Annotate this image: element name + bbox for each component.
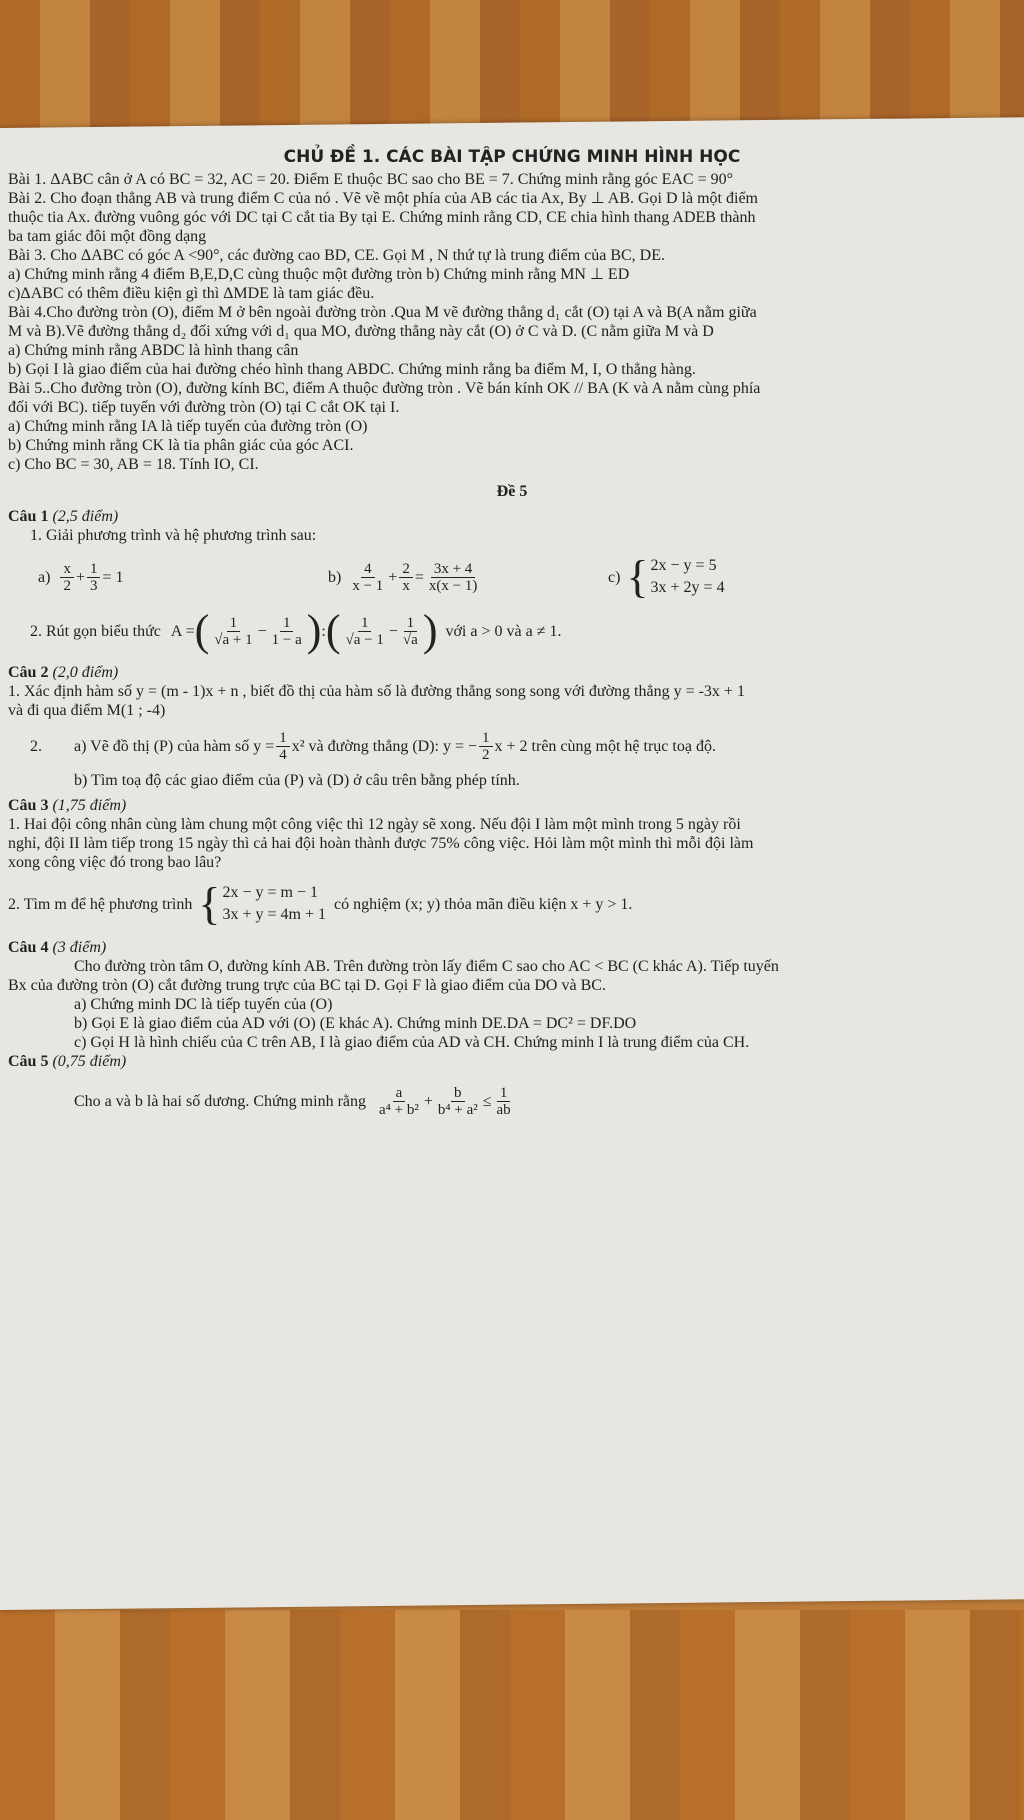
cau4-line: Cho đường tròn tâm O, đường kính AB. Trên đường tròn lấy điểm C sao cho AC < BC (C khác A). Tiếp tuyến <box>74 958 779 975</box>
cau2-label: Câu 2 <box>8 664 49 681</box>
cau5-points: (0,75 điểm) <box>52 1053 127 1070</box>
fraction <box>426 561 480 594</box>
topic-line: Bài 4.Cho đường tròn (O), điểm M ở bên ngoài đường tròn .Qua M vẽ đường thẳng d₁ cắt (O) tại A và B(A nằm giữa <box>8 304 757 321</box>
fraction <box>376 1085 422 1118</box>
equation-system <box>626 551 725 602</box>
cau2-line: b) Tìm toạ độ các giao điểm của (P) và (D) ở câu trên bằng phép tính. <box>74 772 520 789</box>
denominator: 3 <box>89 577 98 594</box>
denominator: ab <box>496 1102 511 1118</box>
numerator: 2 <box>399 561 413 578</box>
eq-a-label: a) <box>38 568 51 586</box>
cau1-label: Câu 1 <box>8 508 49 525</box>
cau5-statement <box>74 1085 1016 1118</box>
numerator: 1 <box>280 615 294 632</box>
topic-line: thuộc tia Ax. đường vuông góc với DC tại C cắt tia By tại E. Chứng minh rằng CD, CE chia hình thang ADEB thành <box>8 209 756 226</box>
cau4-label: Câu 4 <box>8 939 49 956</box>
operator: = 1 <box>102 568 124 586</box>
text: có nghiệm (x; y) thỏa mãn điều kiện x + y > 1. <box>333 895 633 913</box>
paren-icon: ) <box>306 606 322 655</box>
item2-text: 2. Rút gọn biểu thức <box>30 622 161 640</box>
eq-c <box>608 551 725 602</box>
system-row: 3x + 2y = 4 <box>650 579 725 596</box>
fraction <box>349 561 386 594</box>
system-row: 3x + y = 4m + 1 <box>222 906 326 923</box>
topic-line: ba tam giác đôi một đồng dạng <box>8 228 207 245</box>
denominator: b⁴ + a² <box>437 1102 478 1118</box>
item-number: 2. <box>30 738 42 755</box>
topic-title: CHỦ ĐỀ 1. CÁC BÀI TẬP CHỨNG MINH HÌNH HỌC <box>283 147 741 167</box>
text: x + 2 trên cùng một hệ trục toạ độ. <box>494 738 716 755</box>
topic-line: a) Chứng minh rằng ABDC là hình thang cân <box>8 342 299 359</box>
cau1-item1: 1. Giải phương trình và hệ phương trình sau: <box>30 527 317 544</box>
cau4-line: b) Gọi E là giao điểm của AD với (O) (E khác A). Chứng minh DE.DA = DC² = DF.DO <box>74 1015 637 1032</box>
denominator: x − 1 <box>352 577 384 594</box>
fraction <box>435 1085 481 1118</box>
numerator: 1 <box>479 730 493 747</box>
text: 2. Tìm m để hệ phương trình <box>8 895 193 913</box>
numerator: b <box>451 1085 465 1102</box>
cau2-line: và đi qua điểm M(1 ; -4) <box>8 702 166 719</box>
topic-line: Bài 3. Cho ΔABC có góc A <90°, các đường cao BD, CE. Gọi M , N thứ tự là trung điểm của BC, DE. <box>8 247 666 264</box>
topic-line: Bài 2. Cho đoạn thẳng AB và trung điểm C của nó . Vẽ về một phía của AB các tia Ax, By ⊥ AB. Gọi D là một điểm <box>8 190 758 207</box>
text: x² và đường thẳng (D): y = − <box>291 738 478 755</box>
fraction <box>60 561 74 594</box>
topic-line: đối với BC). tiếp tuyến với đường tròn (O) tại C cắt OK tại I. <box>8 399 400 416</box>
topic-line: Bài 1. ΔABC cân ở A có BC = 32, AC = 20. Điểm E thuộc BC sao cho BE = 7. Chứng minh rằng góc EAC = 90° <box>8 171 733 188</box>
cau1-equations <box>38 551 1016 602</box>
operator: − <box>388 622 398 640</box>
cau2-line: 1. Xác định hàm số y = (m - 1)x + n , biết đồ thị của hàm số là đường thẳng song song với đường thẳng y = -3x + 1 <box>8 683 745 700</box>
fraction <box>211 615 255 648</box>
fraction <box>479 730 493 763</box>
paren-icon: ) <box>422 606 438 655</box>
operator: + <box>423 1093 433 1110</box>
cau4-heading <box>8 938 1016 957</box>
fraction <box>494 1085 514 1118</box>
operator: + <box>75 568 85 586</box>
denominator: √a + 1 <box>214 631 253 648</box>
numerator: 1 <box>404 615 418 632</box>
fraction <box>400 615 421 648</box>
cau3-line: xong công việc đó trong bao lâu? <box>8 854 222 871</box>
brace-icon: { <box>198 878 221 929</box>
fraction <box>343 615 387 648</box>
cau3-points: (1,75 điểm) <box>52 797 127 814</box>
topic-line: a) Chứng minh rằng IA là tiếp tuyến của đường tròn (O) <box>8 418 368 435</box>
denominator: a⁴ + b² <box>379 1102 419 1118</box>
cau4-points: (3 điểm) <box>52 939 107 956</box>
numerator: 1 <box>276 730 290 747</box>
cau2-heading <box>8 663 1016 682</box>
fraction <box>269 615 305 648</box>
cau2-points: (2,0 điểm) <box>52 664 119 681</box>
cau5-label: Câu 5 <box>8 1053 49 1070</box>
cau4-line: Bx của đường tròn (O) cắt đường trung trực của BC tại D. Gọi F là giao điểm của DO và BC. <box>8 977 606 994</box>
operator: : <box>321 622 326 640</box>
denominator: 1 − a <box>271 631 302 648</box>
fraction <box>276 730 290 763</box>
denominator: √a − 1 <box>345 631 384 648</box>
fraction <box>399 561 413 594</box>
cau3-label: Câu 3 <box>8 797 49 814</box>
system-row: 2x − y = 5 <box>650 557 717 574</box>
cau1-heading <box>8 507 1016 526</box>
topic-line: M và B).Vẽ đường thẳng d₂ đối xứng với d₁ qua MO, đường thẳng này cắt (O) ở C và D. (C nằm giữa M và D <box>8 323 714 340</box>
topic-line: c)ΔABC có thêm điều kiện gì thì ΔMDE là tam giác đều. <box>8 285 375 302</box>
cau5-heading <box>8 1052 1016 1071</box>
eq-c-label: c) <box>608 568 621 586</box>
topic-line: b) Chứng minh rằng CK là tia phân giác của góc ACI. <box>8 437 354 454</box>
denominator: 4 <box>279 747 287 763</box>
operator: ≤ <box>482 1093 492 1110</box>
denominator: x <box>402 577 410 594</box>
topic-line: a) Chứng minh rằng 4 điểm B,E,D,C cùng thuộc một đường tròn b) Chứng minh rằng MN ⊥ ED <box>8 266 630 283</box>
topic-line: b) Gọi I là giao điểm của hai đường chéo hình thang ABDC. Chứng minh rằng ba điểm M, I, O thẳng hàng. <box>8 361 696 378</box>
cau2-item2 <box>30 730 1016 763</box>
cau4-line: a) Chứng minh DC là tiếp tuyến của (O) <box>74 996 333 1013</box>
operator: − <box>257 622 267 640</box>
paren-icon: ( <box>194 606 210 655</box>
cau1-item2 <box>30 606 1016 655</box>
denominator: 2 <box>482 747 490 763</box>
eq-b-label: b) <box>328 568 342 586</box>
system-row: 2x − y = m − 1 <box>222 884 318 901</box>
condition-text: với a > 0 và a ≠ 1. <box>445 622 562 640</box>
cau3-line: nghỉ, đội II làm tiếp trong 15 ngày thì cả hai đội hoàn thành được 75% công việc. Hỏi làm một mình thì mỗi đội làm <box>8 835 754 852</box>
topic-line: Bài 5..Cho đường tròn (O), đường kính BC, điểm A thuộc đường tròn . Vẽ bán kính OK // BA (K và A nằm cùng phía <box>8 380 761 397</box>
brace-icon: { <box>626 551 649 602</box>
denominator: x(x − 1) <box>428 577 478 594</box>
document-content <box>8 148 1016 1130</box>
denominator: 2 <box>63 577 71 594</box>
topic-exercises <box>8 170 1016 474</box>
numerator: 4 <box>361 561 375 578</box>
numerator: a <box>393 1085 406 1102</box>
denominator: √a <box>402 631 418 648</box>
cau3-heading <box>8 796 1016 815</box>
numerator: 3x + 4 <box>431 561 475 578</box>
numerator: 1 <box>87 561 101 578</box>
eq-a <box>38 561 328 594</box>
cau3-item2 <box>8 878 1016 929</box>
paren-icon: ( <box>325 606 341 655</box>
operator: + <box>388 568 398 586</box>
topic-line: c) Cho BC = 30, AB = 18. Tính IO, CI. <box>8 456 259 473</box>
wood-background-bottom <box>0 1610 1024 1820</box>
numerator: 1 <box>497 1085 511 1102</box>
numerator: 1 <box>227 615 241 632</box>
numerator: 1 <box>358 615 372 632</box>
cau3-line: 1. Hai đội công nhân cùng làm chung một công việc thì 12 ngày sẽ xong. Nếu đội I làm một mình trong 5 ngày rồi <box>8 816 741 833</box>
fraction <box>87 561 101 594</box>
operator: A = <box>170 622 195 640</box>
exam-title: Đề 5 <box>496 483 528 500</box>
numerator: x <box>60 561 74 578</box>
cau1-points: (2,5 điểm) <box>52 508 119 525</box>
text: a) Vẽ đồ thị (P) của hàm số y = <box>74 738 275 755</box>
eq-b <box>328 561 608 594</box>
operator: = <box>414 568 424 586</box>
text: Cho a và b là hai số dương. Chứng minh rằng <box>74 1093 366 1110</box>
equation-system <box>198 878 326 929</box>
cau4-line: c) Gọi H là hình chiếu của C trên AB, I là giao điểm của AD và CH. Chứng minh I là trung điểm của CH. <box>74 1034 750 1051</box>
